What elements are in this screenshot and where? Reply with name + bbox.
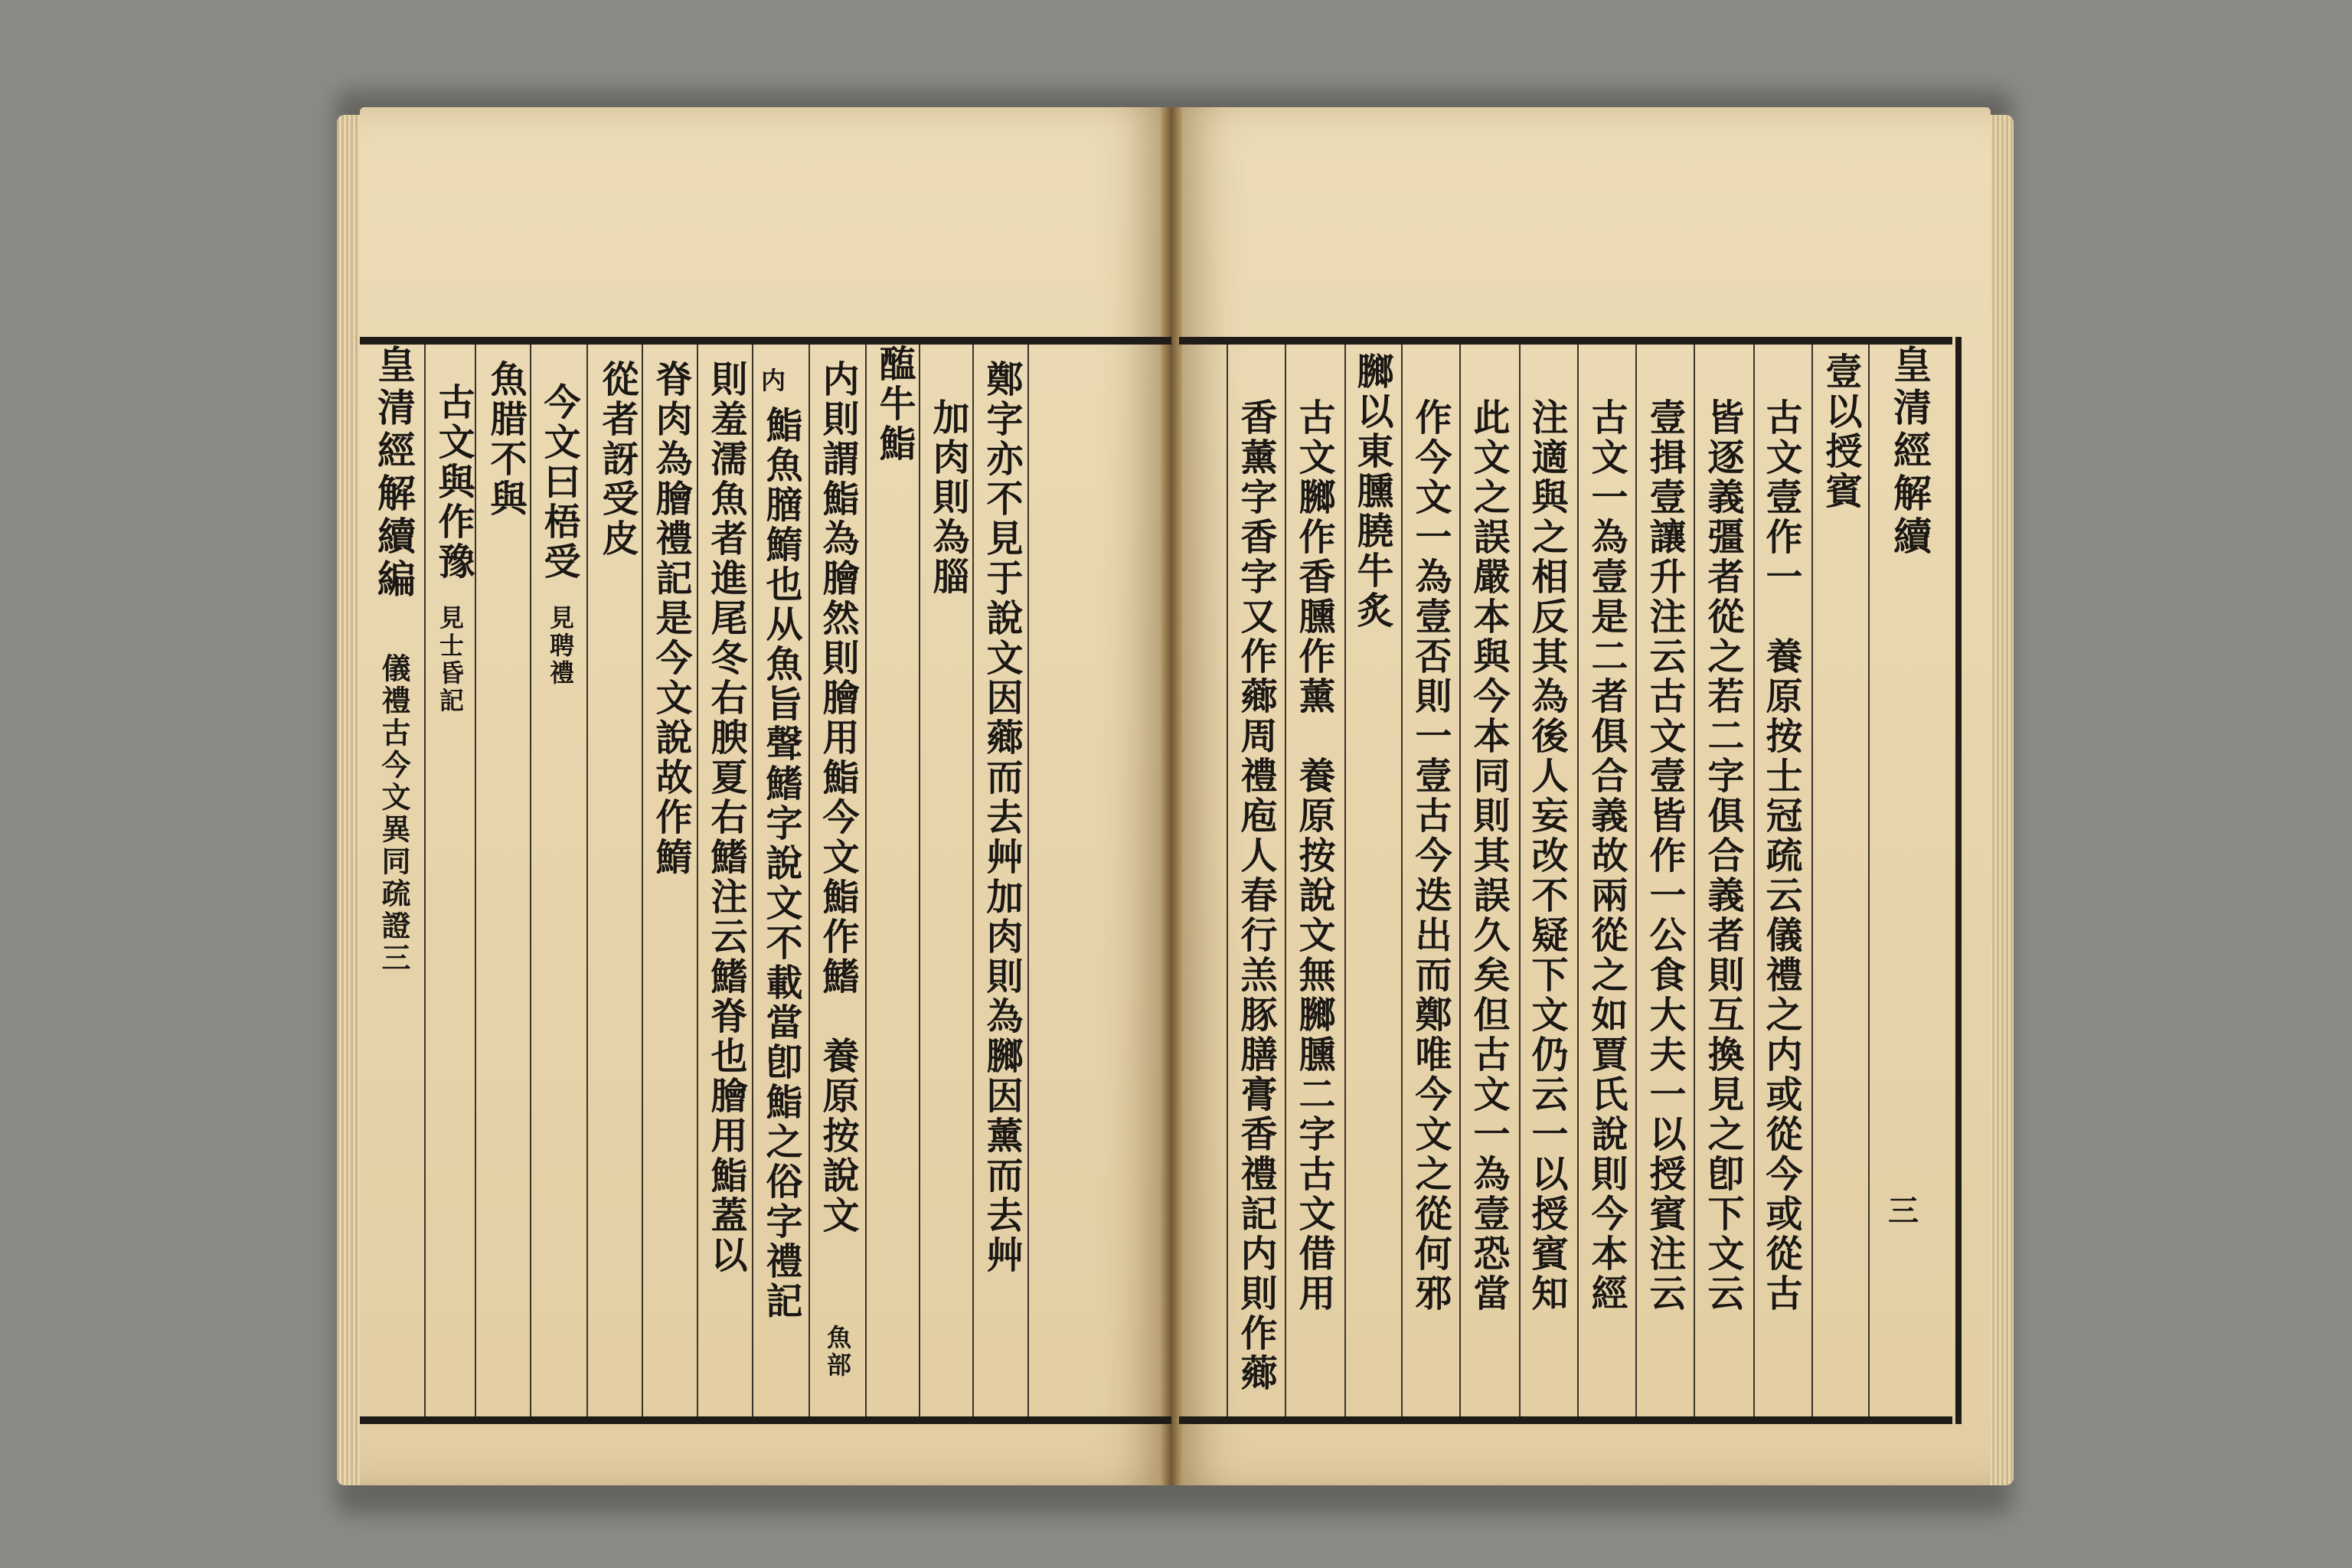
column-rule — [586, 345, 588, 1416]
column-rule — [1401, 345, 1403, 1416]
text-column: 膷以東臐膮牛炙 — [1351, 352, 1393, 631]
text-column: 脊肉為膾禮記是今文說故作鰖 — [649, 360, 692, 877]
annotation: 魚部 — [823, 1325, 852, 1380]
text-column: 古文與作豫 — [432, 383, 475, 582]
column-rule — [1753, 345, 1755, 1416]
column-rule — [1519, 345, 1521, 1416]
column-rule — [1227, 345, 1228, 1416]
text-column: 加肉則為䐉 — [926, 398, 969, 597]
column-rule — [1694, 345, 1695, 1416]
text-column: 香薰字香字又作薌周禮庖人春行羔豚膳膏香禮記内則作薌 — [1234, 398, 1277, 1393]
left-page-text-block — [360, 337, 1171, 1424]
annotation: 見聘禮 — [546, 605, 575, 688]
column-rule — [1344, 345, 1346, 1416]
right-banner-title: 皇清經解續 — [1887, 345, 1932, 559]
text-column: 醢牛鮨 — [873, 345, 916, 464]
text-column: 皆逐義彊者從之若二字俱合義者則互換見之卽下文云 — [1701, 398, 1744, 1314]
column-rule — [424, 345, 426, 1416]
text-column: 古文一為壹是二者俱合義故兩從之如賈氏說則今本經 — [1585, 398, 1628, 1314]
column-rule — [1868, 345, 1870, 1416]
column-rule — [530, 345, 531, 1416]
right-banner — [1876, 345, 1937, 1416]
text-column: 古文膷作香臐作薰 養原按說文無膷臐二字古文借用 — [1292, 398, 1335, 1314]
text-column: 則羞濡魚者進尾冬右腴夏右鰭注云鰭脊也膾用鮨蓋以 — [704, 360, 747, 1276]
text-column: 壹以授賓 — [1819, 352, 1862, 511]
text-column: 注適與之相反其為後人妄改不疑下文仍云一以授賓知 — [1525, 398, 1568, 1314]
column-rule — [808, 345, 810, 1416]
column-rule — [642, 345, 643, 1416]
annotation: 内 — [757, 368, 786, 395]
text-column: 壹揖壹讓升注云古文壹皆作一公食大夫一以授賓注云 — [1643, 398, 1686, 1314]
text-column: 此文之誤嚴本與今本同則其誤久矣但古文一為壹恐當 — [1467, 398, 1510, 1314]
column-rule — [1577, 345, 1579, 1416]
page-number: 三 — [1888, 1193, 1919, 1229]
text-column: 古文壹作一 養原按士冠疏云儀禮之内或從今或從古 — [1759, 398, 1802, 1314]
text-column: 鮨魚膪鰖也从魚旨聲鰭字說文不載當卽鮨之俗字禮記 — [760, 406, 802, 1321]
column-rule — [697, 345, 698, 1416]
annotation: 見士昏記 — [436, 605, 465, 715]
column-rule — [752, 345, 753, 1416]
text-column: 從者訝受皮 — [596, 360, 639, 559]
right-page-text-block — [1179, 337, 1952, 1424]
text-column: 魚腊不與 — [484, 360, 527, 519]
left-banner-title: 皇清經解續編 — [371, 345, 416, 602]
text-column: 作今文一為壹否則一壹古今迭出而鄭唯今文之從何邪 — [1409, 398, 1452, 1314]
text-column: 鄭字亦不見于說文因薌而去艸加肉則為膷因薰而去艸 — [980, 360, 1023, 1276]
column-rule — [1635, 345, 1637, 1416]
column-rule — [475, 345, 476, 1416]
column-rule — [1459, 345, 1461, 1416]
left-banner — [360, 345, 421, 1416]
text-column: 今文曰梧受 — [537, 383, 580, 582]
column-rule — [1027, 345, 1029, 1416]
column-rule — [1285, 345, 1286, 1416]
column-rule — [865, 345, 867, 1416]
column-rule — [972, 345, 974, 1416]
column-rule — [919, 345, 920, 1416]
text-column: 内則謂鮨為膾然則膾用鮨今文鮨作鰭 養原按說文 — [816, 360, 859, 1236]
column-rule — [1811, 345, 1813, 1416]
left-banner-subtitle: 儀禮古今文異同疏證三 — [377, 652, 411, 975]
